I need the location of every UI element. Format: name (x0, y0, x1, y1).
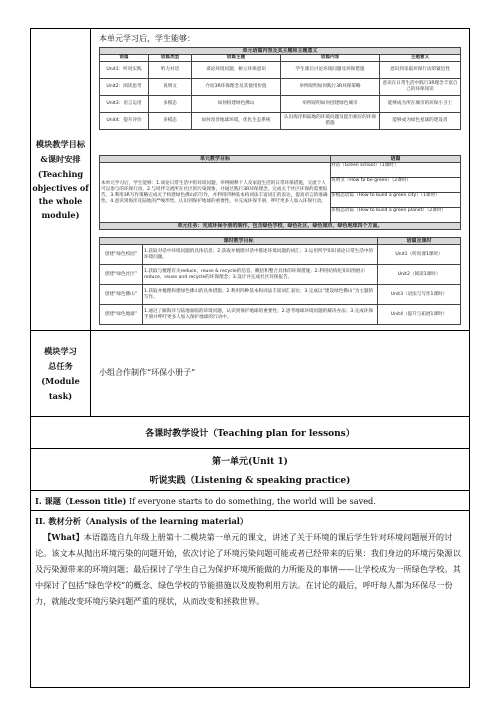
table-caption: 语篇 (331, 156, 461, 163)
table-cell: 谈论环境问题，树立环保意识 (192, 62, 281, 79)
unit-goals-text: 本单元学习后，学生能够：1.谈论日常生活中的环境问题，举例阐释个人及家庭生活的日常环保措施，交流个人可以参与的环保行动。2.与同伴交流所在社区的污染现象，并通过践行3R环保理念，完成关于社区环保的需要报告。3.利用3R写作策略完成关于构建绿色佛山的写作，并利用四种基本构词法丰富词汇的表达，提高语言的准确性。4.意识到海洋及陆地的严峻形势，认识到保护地球的重要性。并完成环保手册，呼吁更多人加入环保行动。 (100, 163, 331, 223)
label-line: (Teaching (37, 168, 84, 179)
lesson-title: If everyone starts to do something, the world will be saved. (129, 496, 376, 506)
table-caption: 单元教学目标 (100, 156, 331, 163)
unit-task-footer: 单元任务：完成环保手册的制作，包含绿色学校、绿色社区、绿色城市、绿色地球四个方面。 (100, 223, 461, 230)
analysis-text: 本语篇选自九年级上册第十二模块第一单元的课文，讲述了关于环境的课后学生针对环境问题展开的讨论。该文本从抛出环境污染的问题开始，依次讨论了环境污染问题可能或者已经带来的后果：我们身边的环境污染源以及污染源带来的环境问题；最后探讨了学生自己为保护环境所能做的力所能及的事情——让学校成为一所绿色学校。其中探讨了包括“绿色学校”的概念、绿色学校的节能措施以及废物利用方法。在讨论的最后，呼吁每人都为环保尽一份力，就能改变环境污染问题严重的现状，从而改变和拯救世界。 (35, 532, 461, 606)
table-cell: 如何改善地球环境，优化生态系统 (192, 113, 281, 130)
label-line: &课时安排 (40, 153, 81, 164)
label-line: 模块教学目标 (35, 138, 86, 149)
table-cell: Unit4：提升评价 (100, 113, 149, 130)
table-header: 语篇内容 (281, 55, 380, 62)
table-caption: 语篇及课时 (378, 238, 461, 245)
module-task-row (31, 331, 469, 417)
table-cell: 多模态 (149, 96, 192, 113)
intro-text: 本单元学习后，学生能够： (99, 34, 195, 43)
lesson-title-row (31, 491, 469, 511)
analysis-what-tag: 【What】 (43, 532, 84, 542)
label-line: 总任务 (48, 360, 73, 371)
table-cell: 能够成为所在城市的环保小卫士 (380, 96, 461, 113)
lesson-unit: Unit3（语法与写作1课时） (378, 285, 461, 305)
module-task-label (31, 331, 91, 416)
table-cell: 举例说明如何创建绿色城市 (281, 96, 380, 113)
lesson-plan-table (30, 28, 470, 688)
label-line: objectives of the whole (32, 182, 89, 206)
analysis-label: II. 教材分析（Analysis of the learning material） (35, 516, 249, 526)
text-item: 说明文（How to be green）（2课时） (331, 178, 460, 193)
lesson-unit: Unit2（阅读1课时） (378, 265, 461, 285)
lesson-title-label: I. 课题（Lesson title) (35, 496, 127, 506)
unit-subtitle: 听说实践（Listening & speaking practice) (149, 476, 351, 486)
table-cell: 说明文 (149, 79, 192, 96)
lesson-name: 创建“绿色佛山” (100, 285, 143, 305)
lesson-goals: 1.获取与梳理有关reduce、reuse & recycle的信息，概括和整合具体的环保措施；2.利用结构化知识图展示reduce、reuse and recycle的环保理念；3.设计并完成社区环保报告。 (143, 265, 378, 285)
analysis-row (31, 511, 469, 689)
text-item: 多模态语篇（How to build a green planet）（2课时） (331, 208, 447, 213)
table-caption: 课时教学目标 (100, 238, 378, 245)
table-cell: 能够成为绿色星球的建设者 (380, 113, 461, 130)
lesson-goals-table (99, 237, 461, 325)
label-line: module) (41, 209, 80, 220)
module-task-content (91, 331, 469, 416)
section-title: 各课时教学设计（Teaching plan for lessons） (145, 429, 355, 439)
lesson-goals: 1.获取并梳理构建绿色佛山的具体措施；2.利用四种基本构词法丰富词汇表达；3.完成以“建设绿色佛山”为主题的写作。 (143, 285, 378, 305)
table-cell: Unit3：语言运用 (100, 96, 149, 113)
table-cell: 认识海洋和陆地的环境问题及提出相应的环保措施 (281, 113, 380, 130)
unit-goals-table (99, 155, 461, 230)
table-header: 语篇主题 (192, 55, 281, 62)
table-header: 语篇 (100, 55, 149, 62)
unit-title: 第一单元(Unit 1) (212, 457, 288, 467)
module-objectives-row (31, 29, 469, 331)
analysis-block (35, 513, 465, 609)
table-caption: 单元语篇内容及其主题和主题意义 (100, 48, 461, 55)
label-line: 模块学习 (44, 345, 77, 356)
table-cell: Unit2：阅读思考 (100, 79, 149, 96)
table-cell: 学生课后讨论环境问题及环保措施 (281, 62, 380, 79)
unit-content-table (99, 47, 461, 130)
table-header: 主题意义 (380, 55, 461, 62)
table-cell: 如何构建绿色佛山 (192, 96, 281, 113)
lesson-unit: Unit4（提升与拓展1课时） (378, 305, 461, 325)
table-cell: 介绍3R环保理念及其使用价值 (192, 79, 281, 96)
table-header: 语篇类型 (149, 55, 192, 62)
module-task-text: 小组合作制作“环保小册子” (99, 368, 196, 377)
table-cell: 意识在日常生活中践行3R理念丰富自己的环保知识 (380, 79, 461, 96)
lesson-name: 创建“绿色地球” (100, 305, 143, 325)
module-objectives-label (31, 29, 91, 330)
unit-heading-row (31, 449, 469, 491)
lesson-unit: Unit1（听说课1课时） (378, 245, 461, 265)
section-title-row (31, 417, 469, 449)
lesson-name: 创建“绿色校园” (100, 245, 143, 265)
table-cell: 举例说明如何践行3R环保策略 (281, 79, 380, 96)
lesson-goals: 1.获取对话中环境问题的具体信息；2.获取并梳理对话中描述环境问题的词汇；3.运用所学知识谈论日常生活中的环境问题。 (143, 245, 378, 265)
label-line: (Module task) (41, 375, 80, 401)
text-item: 对话（Green school）（1课时） (331, 163, 460, 178)
lesson-name: 创建“绿色社区” (100, 265, 143, 285)
lesson-goals: 1.通过了解海洋与陆地面临的环境问题，认识到保护地球的重要性；2.思考地球环境问题的解决办法；3.完成环保手册并呼吁更多人加入保护地球的行动中。 (143, 305, 378, 325)
table-cell: 听力对话 (149, 62, 192, 79)
text-item: 多模态语篇（How to build a green city）（1课时） (331, 193, 460, 208)
module-objectives-content (91, 29, 469, 330)
table-cell: Unit1：听说实践 (100, 62, 149, 79)
table-cell: 意识到采取环保行动的紧迫性 (380, 62, 461, 79)
table-cell: 多模态 (149, 113, 192, 130)
